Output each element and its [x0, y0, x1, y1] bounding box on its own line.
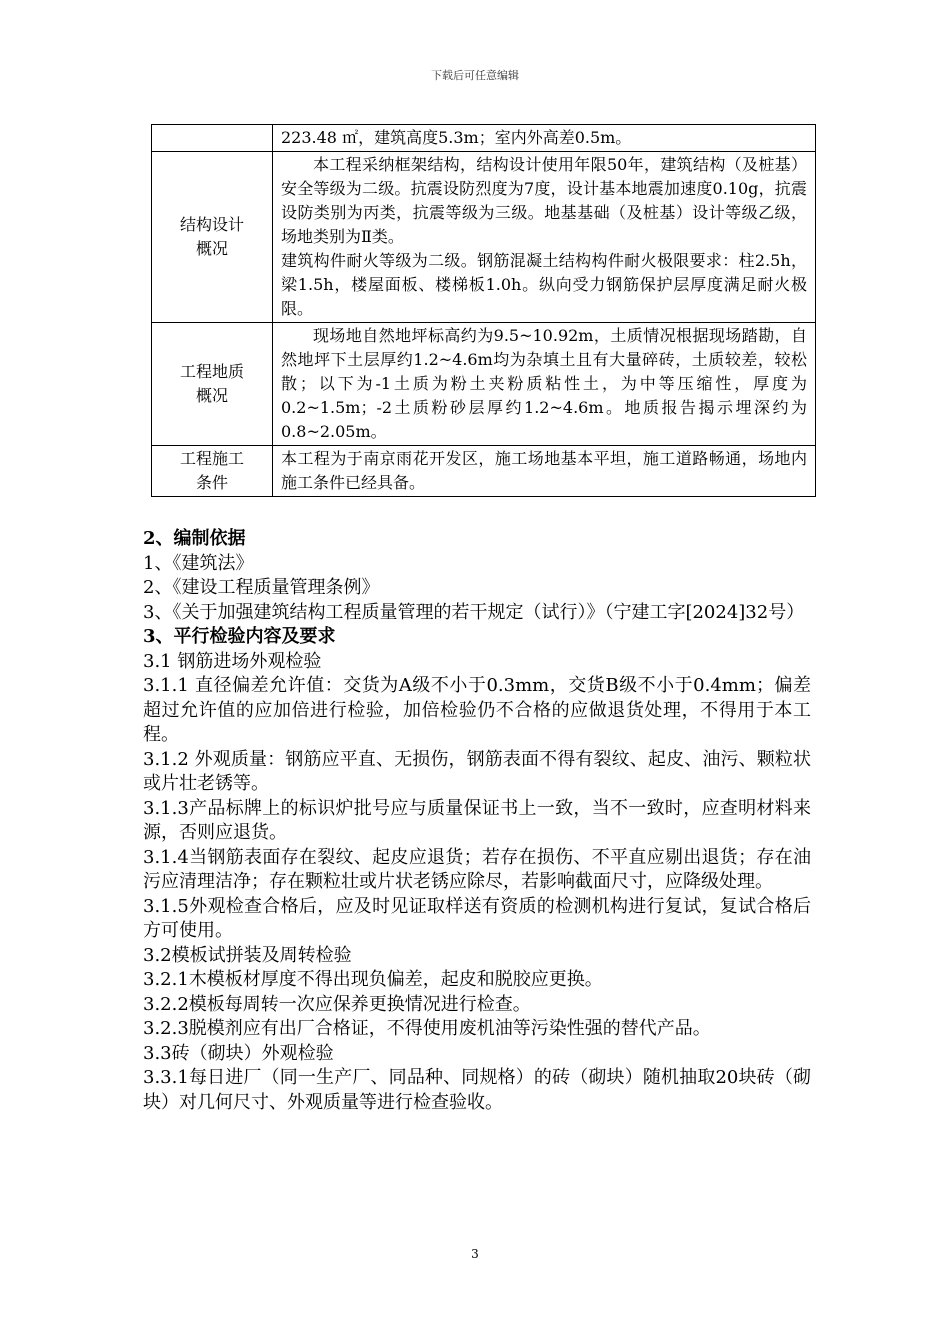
row-content-paragraph: 本工程采纳框架结构，结构设计使用年限50年，建筑结构（及桩基）安全等级为二级。抗震设防烈度为7度，设计基本地震加速度0.10g，抗震设防类别为丙类，抗震等级为三级。地基基础（及桩基）设计等级乙级，场地类别为Ⅱ类。: [281, 155, 807, 246]
row-content-paragraph: 现场地自然地坪标高约为9.5~10.92m，土质情况根据现场踏勘，自然地坪下土层厚约1.2~4.6m均为杂填土且有大量碎砖，土质较差，较松散；以下为-1土质为粉土夹粉质粘性土，为中等压缩性，厚度为0.2~1.5m；-2土质粉砂层厚约1.2~4.6m。地质报告揭示埋深约为0.8~2.05m。: [281, 326, 807, 441]
paragraph: 3.1.4当钢筋表面存在裂纹、起皮应退货；若存在损伤、不平直应剔出退货；存在油污应清理洁净；存在颗粒壮或片状老锈应除尽，若影响截面尺寸，应降级处理。: [143, 846, 811, 892]
label-conditions: 工程施工条件: [180, 449, 245, 492]
page-header: 下载后可任意编辑: [431, 69, 519, 82]
row-label: [152, 446, 273, 497]
section-heading: 3、平行检验内容及要求: [143, 626, 336, 647]
paragraph: 3.1 钢筋进场外观检验: [143, 650, 322, 672]
table-row: [152, 446, 816, 497]
label-geology: 工程地质概况: [180, 362, 245, 405]
row-content-line: 223.48 ㎡，建筑高度5.3m；室内外高差0.5m。: [281, 128, 632, 147]
section-heading: 2、编制依据: [143, 528, 246, 549]
label-structure: 结构设计概况: [180, 215, 245, 258]
paragraph: 3.1.1 直径偏差允许值：交货为A级不小于0.3mm，交货B级不小于0.4mm；偏差超过允许值的应加倍进行检验，加倍检验仍不合格的应做退货处理，不得用于本工程。: [143, 675, 811, 745]
paragraph: 3.1.5外观检查合格后，应及时见证取样送有资质的检测机构进行复试，复试合格后方可使用。: [143, 895, 811, 941]
reference-item: 3、《关于加强建筑结构工程质量管理的若干规定（试行）》（宁建工字[2024]32号）: [143, 601, 805, 623]
row-content: [273, 152, 816, 323]
row-content: [273, 125, 816, 152]
paragraph: 3.1.2 外观质量：钢筋应平直、无损伤，钢筋表面不得有裂纹、起皮、油污、颗粒状或片壮老锈等。: [143, 748, 811, 794]
row-label: [152, 323, 273, 446]
project-info-table: [151, 124, 816, 497]
page-number: 3: [471, 1247, 479, 1261]
row-content-paragraph: 本工程为于南京雨花开发区，施工场地基本平坦，施工道路畅通，场地内施工条件已经具备。: [281, 449, 807, 492]
paragraph: 3.3砖（砌块）外观检验: [143, 1042, 334, 1064]
paragraph: 3.2.2模板每周转一次应保养更换情况进行检查。: [143, 993, 531, 1015]
paragraph: 3.2.1木模板材厚度不得出现负偏差，起皮和脱胶应更换。: [143, 969, 603, 990]
row-label: [152, 152, 273, 323]
row-label: [152, 125, 273, 152]
row-content-paragraph: 建筑构件耐火等级为二级。钢筋混凝土结构构件耐火极限要求：柱2.5h，梁1.5h，楼屋面板、楼梯板1.0h。纵向受力钢筋保护层厚度满足耐火极限。: [281, 251, 807, 318]
paragraph: 3.3.1每日进厂（同一生产厂、同品种、同规格）的砖（砌块）随机抽取20块砖（砌块）对几何尺寸、外观质量等进行检查验收。: [143, 1067, 811, 1113]
reference-item: 1、《建筑法》: [143, 552, 254, 574]
table-row: [152, 152, 816, 323]
paragraph: 3.2.3脱模剂应有出厂合格证，不得使用废机油等污染性强的替代产品。: [143, 1018, 711, 1039]
table-row: [152, 125, 816, 152]
row-content: [273, 446, 816, 497]
document-body: [143, 527, 811, 1115]
reference-item: 2、《建设工程质量管理条例》: [143, 577, 380, 598]
table-row: [152, 323, 816, 446]
row-content: [273, 323, 816, 446]
paragraph: 3.2模板试拼装及周转检验: [143, 944, 352, 966]
paragraph: 3.1.3产品标牌上的标识炉批号应与质量保证书上一致，当不一致时，应查明材料来源，否则应退货。: [143, 797, 811, 843]
